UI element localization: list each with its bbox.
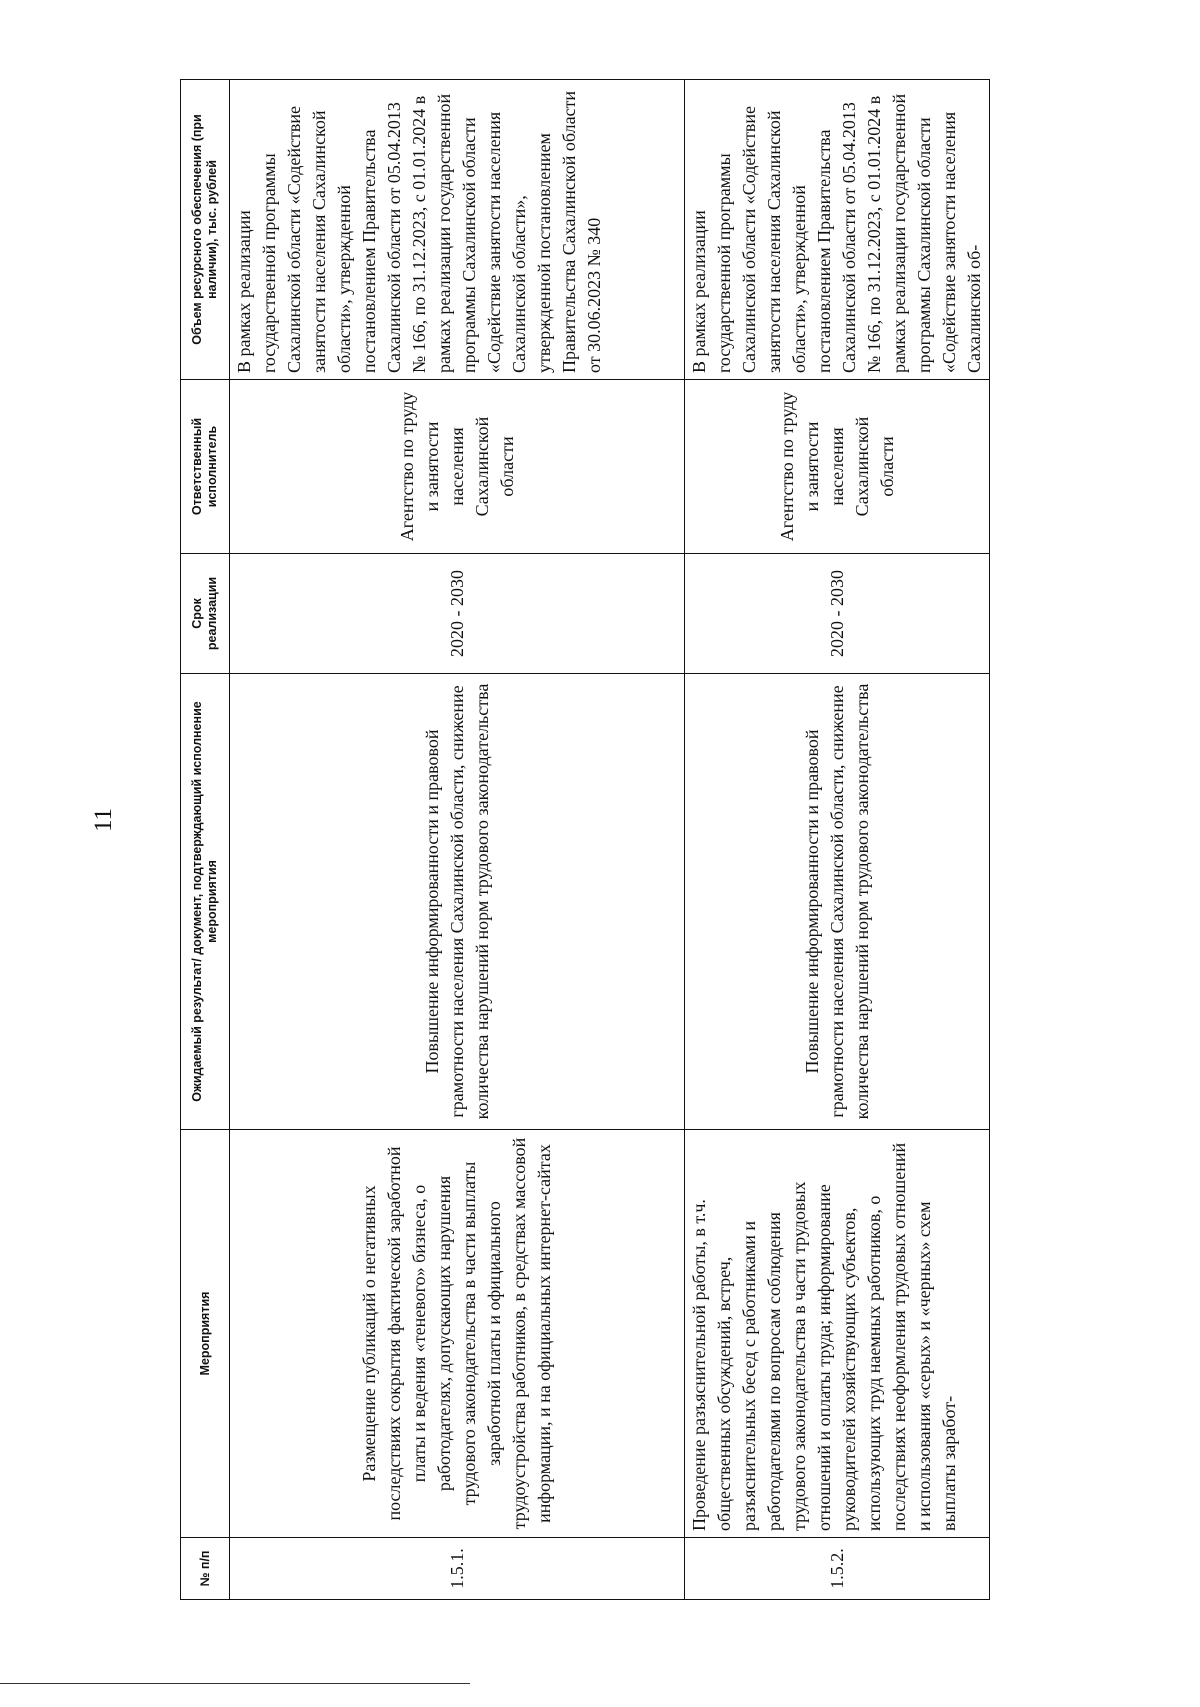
row-period: 2020 - 2030: [230, 554, 685, 674]
row-executor: Агентство по труду и занятости населения Сахалинской области: [685, 380, 990, 554]
rotated-table-container: [180, 80, 1000, 1600]
header-executor: Ответственный исполнитель: [181, 380, 230, 554]
header-activity: Мероприятия: [181, 1130, 230, 1538]
row-funding: В рамках реализации государственной программы Сахалинской области «Содействие занятости населения Сахалинской области», утвержденной постановлением Правительства Сахалинской области от 05.04.2013 № 166, по 31.12.2023, с 01.01.2024 в рамках реализации государственной программы Сахалинской области «Содействие занятости населения Сахалинской об-: [685, 80, 990, 380]
header-period: Срок реализации: [181, 554, 230, 674]
row-funding: В рамках реализации государственной программы Сахалинской области «Содействие занятости населения Сахалинской области», утвержденной постановлением Правительства Сахалинской области от 05.04.2013 № 166, по 31.12.2023, с 01.01.2024 в рамках реализации государственной программы Сахалинской области «Содействие занятости населения Сахалинской области», утвержденной постановлением Правительства Сахалинской области от 30.06.2023 № 340: [230, 80, 685, 380]
row-activity: Проведение разъяснительной работы, в т.ч. общественных обсуждений, встреч, разъяснительных бесед с работниками и работодателями по вопросам соблюдения трудового законодательства в части трудовых отношений и оплаты труда; информирование руководителей хозяйствующих субъектов, использующих труд наемных работников, о последствиях неоформления трудовых отношений и использования «серых» и «черных» схем выплаты заработ-: [685, 1130, 990, 1538]
footer-divider: [0, 1683, 470, 1684]
row-result: Повышение информированности и правовой грамотности населения Сахалинской области, снижение количества нарушений норм трудового законодательства: [685, 674, 990, 1130]
table-row: [685, 80, 990, 1600]
header-number: № п/п: [181, 1538, 230, 1600]
header-result: Ожидаемый результат/ документ, подтверждающий исполнение мероприятия: [181, 674, 230, 1130]
table-header-row: [181, 80, 230, 1600]
header-funding: Объем ресурсного обеспечения (при наличии), тыс. рублей: [181, 80, 230, 380]
row-period: 2020 - 2030: [685, 554, 990, 674]
row-number: 1.5.2.: [685, 1538, 990, 1600]
page-number: 11: [90, 807, 117, 833]
row-executor: Агентство по труду и занятости населения Сахалинской области: [230, 380, 685, 554]
measures-table: [180, 79, 990, 1600]
row-activity: Размещение публикаций о негативных последствиях сокрытия фактической заработной платы и ведения «теневого» бизнеса, о работодателях, допускающих нарушения трудового законодательства в части выплаты заработной платы и официального трудоустройства работников, в средствах массовой информации, и на официальных интернет-сайтах: [230, 1130, 685, 1538]
row-number: 1.5.1.: [230, 1538, 685, 1600]
row-result: Повышение информированности и правовой грамотности населения Сахалинской области, снижение количества нарушений норм трудового законодательства: [230, 674, 685, 1130]
table-row: [230, 80, 685, 1600]
